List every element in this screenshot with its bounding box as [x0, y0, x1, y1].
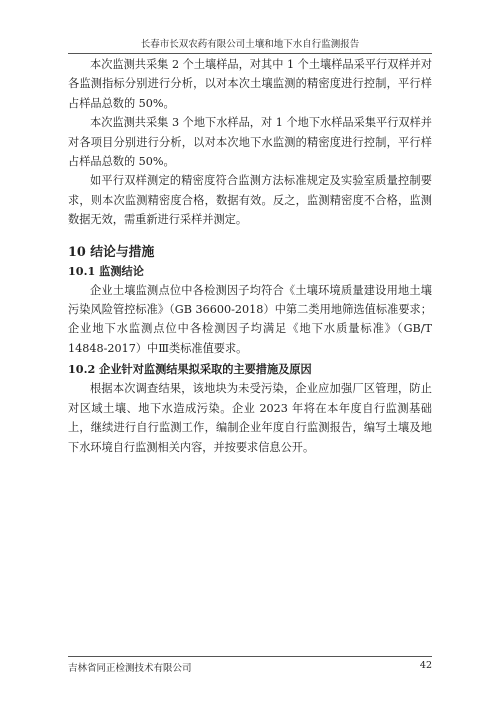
subsection-heading-monitoring-conclusion: 10.1 监测结论 — [68, 263, 144, 278]
paragraph-groundwater-parallel: 本次监测共采集 3 个地下水样品，对 1 个地下水样品采集平行双样并对各项目分别进行分析，以对本次地下水监测的精密度进行控制，平行样占样品总数的 50%。 — [68, 116, 432, 169]
paragraph-soil-parallel: 本次监测共采集 2 个土壤样品，对其中 1 个土壤样品采平行双样并对各监测指标分别进行分析，以对本次土壤监测的精密度进行控制，平行样占样品总数的 50%。 — [68, 58, 432, 110]
page-content — [68, 55, 432, 457]
header-title: 长春市长双农药有限公司土壤和地下水自行监测报告 — [140, 39, 360, 50]
section-heading-conclusions: 10 结论与措施 — [68, 244, 155, 260]
paragraph-measures: 根据本次调查结果，该地块为未受污染，企业应加强厂区管理，防止对区域土壤、地下水造成污染。企业 2023 年将在本年度自行监测基础上，继续进行自行监测工作，编制企业年度自行监测报告，编写土壤及地下水环境自行监测相关内容，并按要求信息公开。 — [68, 382, 432, 454]
page-header — [68, 36, 432, 54]
paragraph-precision-criteria: 如平行双样测定的精密度符合监测方法标准规定及实验室质量控制要求，则本次监测精密度合格，数据有效。反之，监测精密度不合格，监测数据无效，需重新进行采样并测定。 — [68, 174, 432, 227]
footer-company: 吉林省同正检测技术有限公司 — [68, 663, 192, 674]
paragraph-monitoring-conclusion: 企业土壤监测点位中各检测因子均符合《土壤环境质量建设用地土壤污染风险管控标准》（GB 36600-2018）中第二类用地筛选值标准要求；企业地下水监测点位中各检测因子均满足《地下水质量标准》（GB/T 14848-2017）中Ⅲ类标准值要求。 — [68, 283, 432, 355]
subsection-heading-measures: 10.2 企业针对监测结果拟采取的主要措施及原因 — [68, 362, 312, 377]
page-footer — [68, 656, 432, 672]
page-number: 42 — [419, 660, 432, 671]
